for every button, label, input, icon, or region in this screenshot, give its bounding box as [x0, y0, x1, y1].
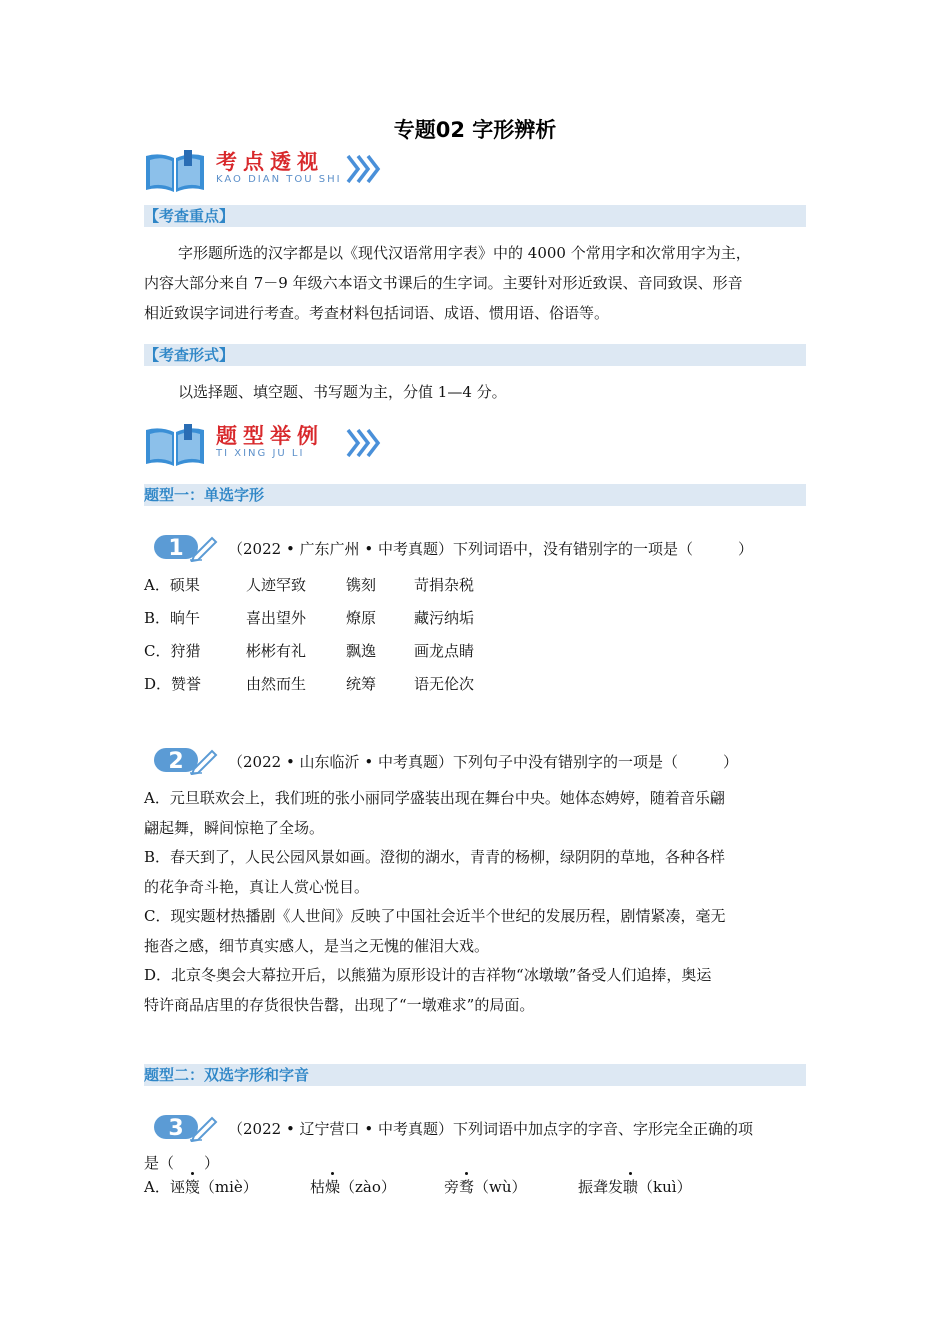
pinyin: （miè）	[199, 1178, 258, 1196]
question-stem-1: （2022 • 广东广州 • 中考真题）下列词语中，没有错别字的一项是（ ）	[228, 540, 753, 558]
dotted-char: 燥	[325, 1178, 341, 1196]
q2-line-1: A．元旦联欢会上，我们班的张小丽同学盛装出现在舞台中央。她体态娉婷，随着音乐翩	[144, 789, 725, 807]
section-head-form: 【考查形式】	[144, 344, 806, 366]
option-cell: 统筹	[346, 675, 377, 693]
section-head-type1: 题型一：单选字形	[144, 484, 806, 506]
chevron-right-icon	[344, 426, 384, 460]
option-cell: 语无伦次	[414, 675, 475, 693]
option-row-a	[144, 574, 806, 596]
pinyin: （kuì）	[638, 1178, 692, 1196]
section-head-focus: 【考查重点】	[144, 205, 806, 227]
option-cell: 燎原	[346, 609, 377, 627]
q2-line-2: 翩起舞，瞬间惊艳了全场。	[144, 819, 325, 837]
option-cell: 喜出望外	[246, 609, 307, 627]
q3-option-row-a	[144, 1176, 806, 1198]
question-stem-2: （2022 • 山东临沂 • 中考真题）下列句子中没有错别字的一项是（ ）	[228, 753, 738, 771]
option-cell: 画龙点睛	[414, 642, 475, 660]
banner-subtitle: TI XING JU LI	[216, 448, 305, 459]
option-row-b	[144, 607, 806, 629]
form-text: 以选择题、填空题、书写题为主，分值 1—4 分。	[178, 383, 507, 401]
focus-line-2: 内容大部分来自 7－9 年级六本语文书课后的生字词。主要针对形近致误、音同致误、形音	[144, 274, 743, 292]
dotted-char: 骛	[459, 1178, 475, 1196]
pinyin: （wù）	[474, 1178, 527, 1196]
option-row-c	[144, 640, 806, 662]
q3-option-2	[310, 1176, 396, 1198]
q3-option-1	[144, 1176, 258, 1198]
q2-line-5: C．现实题材热播剧《人世间》反映了中国社会近半个世纪的发展历程，剧情紧凑，毫无	[144, 907, 726, 925]
section-head-type2: 题型二：双选字形和字音	[144, 1064, 806, 1086]
option-row-d	[144, 673, 806, 695]
question-number: 1	[168, 536, 184, 561]
page-title: 专题02 字形辨析	[393, 118, 557, 142]
chevron-right-icon	[344, 152, 384, 186]
open-book-icon	[144, 150, 206, 194]
section-banner-tixing	[144, 422, 384, 470]
pinyin: （zào）	[340, 1178, 396, 1196]
pencil-number-icon	[154, 1112, 218, 1142]
pencil-number-icon	[154, 745, 218, 775]
option-cell: 飘逸	[346, 642, 377, 660]
banner-title: 题型举例	[216, 424, 324, 448]
question-number: 3	[168, 1116, 184, 1141]
question-number: 2	[168, 749, 184, 774]
q2-line-7: D．北京冬奥会大幕拉开后，以熊猫为原形设计的吉祥物“冰墩墩”备受人们追捧，奥运	[144, 966, 712, 984]
option-text: 旁	[444, 1178, 460, 1196]
banner-title: 考点透视	[216, 150, 324, 174]
option-text: 枯	[310, 1178, 326, 1196]
option-cell: A．硕果	[144, 576, 200, 594]
open-book-icon	[144, 424, 206, 468]
option-cell: D．赞誉	[144, 675, 202, 693]
option-cell: 藏污纳垢	[414, 609, 475, 627]
option-cell: 镌刻	[346, 576, 377, 594]
question-badge-2	[154, 745, 218, 775]
option-text: 振聋发	[578, 1178, 624, 1196]
option-cell: 由然而生	[246, 675, 307, 693]
question-stem-3: （2022 • 辽宁营口 • 中考真题）下列词语中加点字的字音、字形完全正确的项	[228, 1120, 753, 1138]
option-cell: 苛捐杂税	[414, 576, 475, 594]
q2-line-4: 的花争奇斗艳，真让人赏心悦目。	[144, 878, 370, 896]
option-cell: B．晌午	[144, 609, 201, 627]
pencil-number-icon	[154, 532, 218, 562]
q2-line-8: 特许商品店里的存货很快告罄，出现了“一墩难求”的局面。	[144, 996, 535, 1014]
q3-option-4	[578, 1176, 692, 1198]
q2-line-6: 拖沓之感，细节真实感人，是当之无愧的催泪大戏。	[144, 937, 490, 955]
focus-line-1: 字形题所选的汉字都是以《现代汉语常用字表》中的 4000 个常用字和次常用字为主，	[178, 244, 751, 262]
option-cell: 人迹罕致	[246, 576, 307, 594]
question-badge-1	[154, 532, 218, 562]
option-cell: 彬彬有礼	[246, 642, 307, 660]
question-badge-3	[154, 1112, 218, 1142]
focus-line-3: 相近致误字词进行考查。考查材料包括词语、成语、惯用语、俗语等。	[144, 304, 610, 322]
dotted-char: 聩	[623, 1178, 639, 1196]
banner-subtitle: KAO DIAN TOU SHI	[216, 174, 342, 185]
q2-line-3: B．春天到了，人民公园风景如画。澄彻的湖水，青青的杨柳，绿阴阴的草地，各种各样	[144, 848, 726, 866]
section-banner-kaodian	[144, 148, 384, 196]
option-cell: C．狩猎	[144, 642, 201, 660]
q3-option-3	[444, 1176, 527, 1198]
question-stem-3-cont: 是（ ）	[144, 1154, 220, 1172]
option-text: A．诬	[144, 1178, 185, 1196]
dotted-char: 篾	[184, 1178, 200, 1196]
